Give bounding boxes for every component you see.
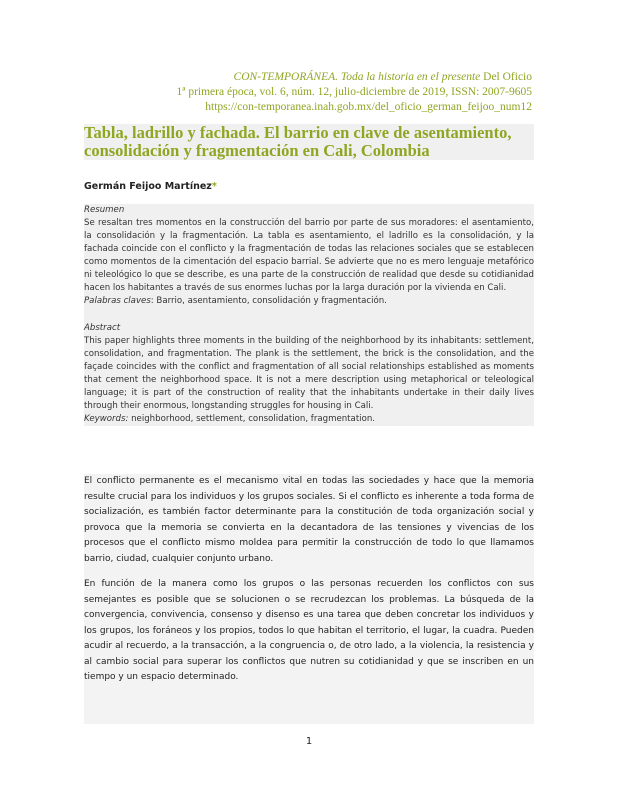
journal-header <box>72 70 532 115</box>
title-block <box>84 124 534 160</box>
body-paragraph-2: En función de la manera como los grupos o las personas recuerden los conflictos con sus semejantes es posible que se solucionen o se recrudezcan los problemas. La búsqueda de la convergencia, convivencia, consenso y disenso es una tarea que deben concretar los individuos y los grupos, los foráneos y los propios, todos lo que habitan el territorio, el lugar, la cuadra. Pueden acudir al recuerdo, a la transacción, a la congruencia o, de otro lado, a la violencia, la resistencia y al cambio social para superar los conflictos que nutren su cotidianidad y que se inscriben en un tiempo y un espacio determinado. <box>84 579 534 682</box>
article-url[interactable]: https://con-temporanea.inah.gob.mx/del_oficio_german_feijoo_num12 <box>205 101 532 113</box>
page-number: 1 <box>305 736 313 747</box>
resumen-keywords <box>84 295 534 308</box>
abstract-heading: Abstract <box>84 323 121 333</box>
author-footnote-mark[interactable]: * <box>211 181 217 192</box>
resumen-text: Se resaltan tres momentos en la construcción del barrio por parte de sus moradores: el asentamiento, la consolidación y la fragmentación. La tabla es asentamiento, el ladrillo es la consolidación, y la fachada coincide con el conflicto y la fragmentación de todas las relaciones sociales que se establecen como momentos de la cimentación del espacio barrial. Se advierte que no es mero lenguaje metafórico ni teleológico lo que se describe, es una parte de la construcción de realidad que desde su cotidianidad hacen los habitantes a través de sus enormes luchas por la larga duración por la vivienda en Cali. <box>84 218 534 293</box>
abstract-text: This paper highlights three moments in the building of the neighborhood by its inhabitants: settlement, consolidation, and fragmentation. The plank is the settlement, the brick is the consolidation, and the façade coincides with the conflict and fragmentation of all social relationships established as moments that cement the neighborhood space. It is not a mere description using metaphorical or teleological language; it is part of the construction of reality that the inhabitants undertake in their daily lives through their enormous, longstanding struggles for housing in Cali. <box>84 336 534 411</box>
abstract-keywords-list: neighborhood, settlement, consolidation, fragmentation. <box>128 414 376 424</box>
abstract-keywords-label: Keywords: <box>84 414 129 424</box>
body-paragraph-1: El conflicto permanente es el mecanismo vital en todas las sociedades y hace que la memoria resulte crucial para los individuos y los grupos sociales. Si el conflicto es inherente a toda forma de socialización, es también factor determinante para la constitución de toda organización social y provoca que la memoria se convierta en la decantadora de las tensiones y vivencias de los procesos que el conflicto mismo moldea para permitir la construcción de todo lo que llamamos barrio, ciudad, cualquier conjunto urbano. <box>84 476 534 564</box>
body-text <box>84 474 534 724</box>
issue-info: 1ª primera época, vol. 6, núm. 12, julio-diciembre de 2019, ISSN: 2007-9605 <box>176 86 532 98</box>
journal-line <box>72 70 532 85</box>
abstract-box <box>84 204 534 426</box>
author <box>84 181 217 192</box>
article-title: Tabla, ladrillo y fachada. El barrio en clave de asentamiento, consolidación y fragmentación en Cali, Colombia <box>84 123 512 160</box>
journal-name: CON-TEMPORÁNEA. Toda la historia en el presente <box>233 71 481 83</box>
journal-section: Del Oficio <box>483 71 532 83</box>
abstract-keywords <box>84 413 534 426</box>
resumen-heading: Resumen <box>84 205 125 215</box>
resumen-keywords-label: Palabras claves <box>84 296 151 306</box>
resumen-keywords-list: : Barrio, asentamiento, consolidación y fragmentación. <box>150 296 387 306</box>
author-name: Germán Feijoo Martínez <box>84 181 212 192</box>
